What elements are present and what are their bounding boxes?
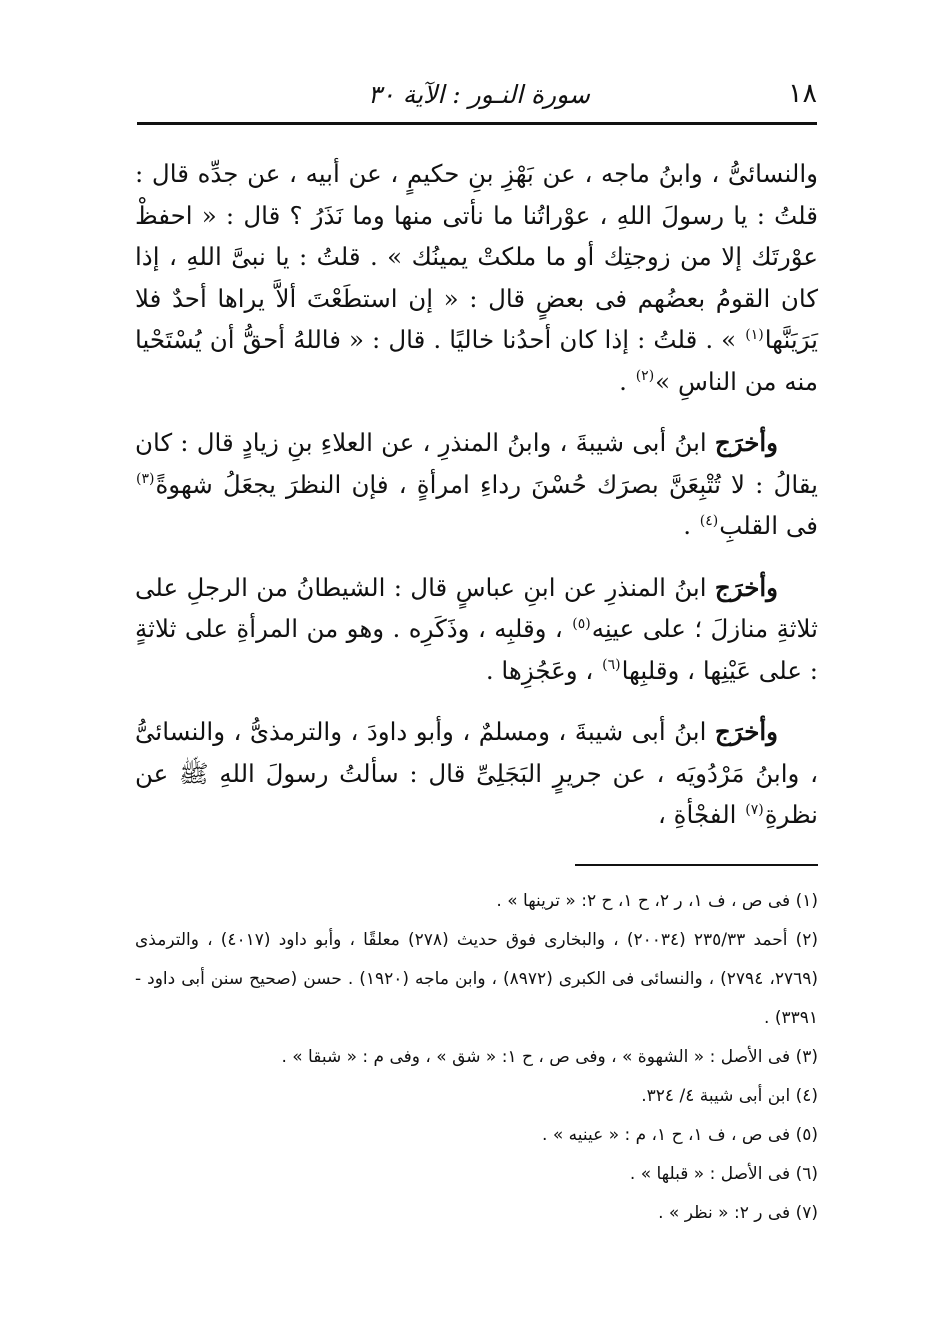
paragraph-3-text: ابنُ المنذرِ عن ابنِ عباسٍ قال : الشيطانُ من الرجلِ على ثلاثةِ منازلَ ؛ على عينِه	[135, 572, 818, 643]
footnote-ref-4: (٤)	[699, 512, 719, 529]
footnote-ref-2: (٢)	[635, 368, 655, 385]
page-header	[137, 70, 817, 120]
footnote-6: (٦) فى الأصل : « قبلها » .	[629, 1164, 818, 1184]
paragraph-2	[135, 422, 818, 547]
paragraph-1-text: والنسائىُّ ، وابنُ ماجه ، عن بَهْزِ بنِ حكيمٍ ، عن أبيه ، عن جدِّه قال : قلتُ : يا رسولَ اللهِ ، عوْراتُنا ما نأتى منها وما نَذَرُ ؟ قال : « احفظْ عوْرتَك إلا من زوجتِك أو ما ملكتْ يمينُك » . قلتُ : يا نبىَّ اللهِ ، إذا كان القومُ بعضُهم فى بعضٍ قال : « إن استطَعْتَ ألاَّ يراها أحدٌ فلا يَرَيَنَّها	[135, 159, 818, 354]
footnote-ref-1: (١)	[745, 326, 764, 343]
footnote-5: (٥) فى ص ، ف ١، ح ١، م : « عينيه » .	[542, 1125, 818, 1145]
paragraph-1	[135, 153, 818, 402]
paragraph-4	[135, 711, 818, 836]
footnote-7: (٧) فى ر ٢: « نظر » .	[658, 1203, 818, 1223]
paragraph-4-lead: وأخرَج	[714, 717, 778, 746]
footnote-1: (١) فى ص ، ف ١، ر ٢، ح ١، ح ٢: « ترينها » .	[496, 891, 818, 911]
header-divider	[137, 122, 817, 125]
paragraph-1-end: .	[619, 366, 635, 396]
paragraph-2-end: .	[683, 511, 699, 540]
paragraph-3	[135, 567, 818, 692]
paragraph-3-text-end: ، وعَجُزِها .	[485, 655, 602, 685]
paragraph-4-text-cont: الفجْأةِ ،	[657, 800, 745, 829]
footnote-4: (٤) ابن أبى شيبة ٤/ ٣٢٤.	[641, 1086, 818, 1106]
footnote-3: (٣) فى الأصل : « الشهوة » ، وفى ص ، ح ١: « شق » ، وفى م : « شبقا » .	[281, 1047, 818, 1067]
footnote-ref-6: (٦)	[602, 657, 621, 674]
paragraph-1-text-cont: » . قلتُ : إذا كان أحدُنا خاليًا . قال : « فاللهُ أحقُّ أن يُسْتَحْيا منه من الناسِ »	[135, 325, 818, 396]
footnote-ref-7: (٧)	[745, 801, 764, 818]
footnote-2: (٢) أحمد ٢٣٥/٣٣ (٢٠٠٣٤) ، والبخارى فوق حديث (٢٧٨) معلقًا ، وأبو داود (٤٠١٧) ، والترمذى (٢٧٦٩، ٢٧٩٤) ، والنسائى فى الكبرى (٨٩٧٢) ، وابن ماجه (١٩٢٠) . حسن (صحيح سنن أبى داود - ٣٣٩١) .	[135, 930, 818, 1028]
running-title: سورة النـور : الآية ٣٠	[367, 80, 590, 109]
footnote-ref-5: (٥)	[572, 615, 591, 632]
paragraph-2-lead: وأخرَج	[714, 428, 778, 457]
footnotes	[135, 882, 818, 1233]
paragraph-3-lead: وأخرَج	[714, 572, 778, 602]
paragraph-3-text-cont: ، وقلبِه ، وذَكَرِه . وهو من المرأةِ على ثلاثةٍ : على عَيْنِها ، وقلبِها	[135, 614, 818, 685]
footnote-ref-3: (٣)	[136, 471, 155, 488]
main-text	[135, 153, 818, 856]
page-number: ١٨	[787, 78, 817, 109]
paragraph-2-text: ابنُ أبى شيبةَ ، وابنُ المنذرِ ، عن العلاءِ بنِ زيادٍ قال : كان يقالُ : لا تُتْبِعَنَّ بصرَك حُسْنَ رداءِ امرأةٍ ، فإن النظرَ يجعَلُ شهوةً	[135, 428, 818, 499]
footnote-divider	[575, 864, 818, 866]
paragraph-2-text-cont: فى القلبِ	[719, 511, 818, 540]
paragraph-4-text: ابنُ أبى شيبةَ ، ومسلمٌ ، وأبو داودَ ، والترمذىُّ ، والنسائىُّ ، وابنُ مَرْدُويَه ، عن جريرٍ البَجَلِىِّ قال : سألتُ رسولَ اللهِ ﷺ عن نظرةِ	[135, 717, 818, 829]
